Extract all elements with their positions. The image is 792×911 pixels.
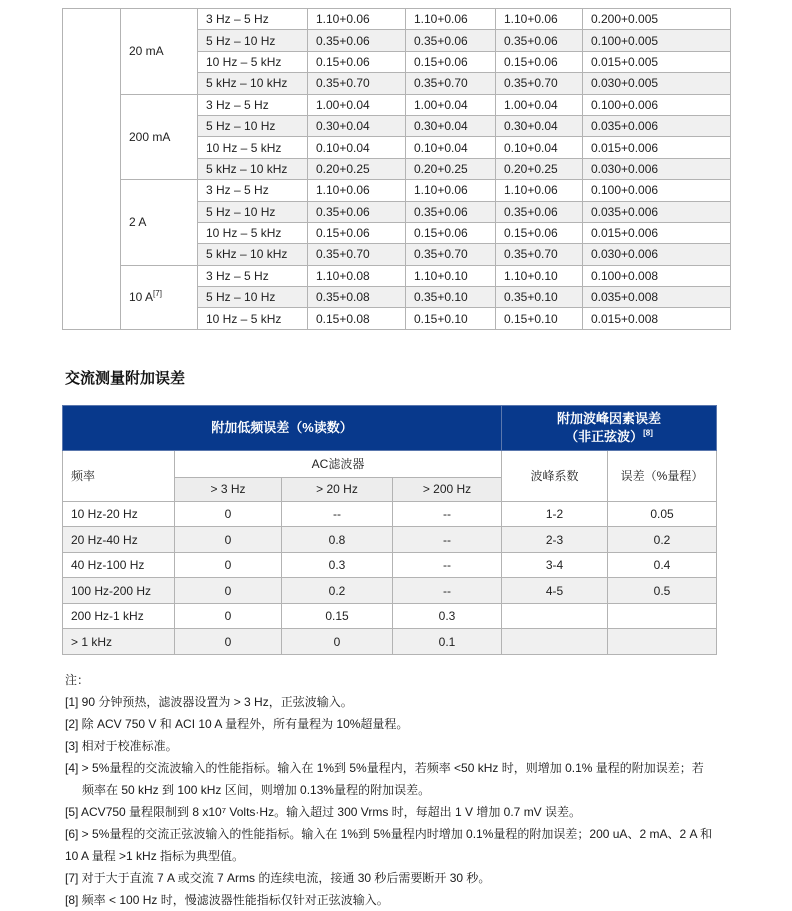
error-cell: 0.35+0.06 (496, 201, 583, 222)
table-subheader-row (63, 450, 717, 477)
frequency-cell: 10 Hz – 5 kHz (198, 308, 308, 329)
frequency-cell: 5 Hz – 10 Hz (198, 201, 308, 222)
error-cell: 0.20+0.25 (308, 158, 406, 179)
footnote-4-continued: 频率在 50 kHz 到 100 kHz 区间，则增加 0.13%量程的附加误差。 (82, 782, 431, 797)
filter-error-cell: 0.2 (282, 578, 393, 604)
low-frequency-error-header: 附加低频误差（%读数） (63, 405, 502, 450)
error-cell: 0.035+0.006 (583, 115, 731, 136)
error-cell: 0.100+0.005 (583, 30, 731, 51)
range-cell (121, 94, 198, 180)
filter-error-cell: 0 (175, 629, 282, 655)
filter-error-cell: 0.3 (282, 552, 393, 578)
frequency-cell: 5 Hz – 10 Hz (198, 30, 308, 51)
error-cell: 0.30+0.04 (406, 115, 496, 136)
crest-factor-cell: 1-2 (502, 501, 608, 527)
filter-error-cell: -- (393, 552, 502, 578)
crest-error-cell: 0.2 (608, 527, 717, 553)
error-cell: 0.015+0.006 (583, 137, 731, 158)
crest-factor-cell (502, 603, 608, 629)
error-cell: 1.00+0.04 (496, 94, 583, 115)
error-cell: 0.35+0.06 (406, 201, 496, 222)
frequency-cell: 10 Hz – 5 kHz (198, 51, 308, 72)
crest-factor-cell: 3-4 (502, 552, 608, 578)
frequency-column-header: 频率 (63, 450, 175, 501)
error-cell: 0.35+0.70 (496, 244, 583, 265)
filter-error-cell: 0.8 (282, 527, 393, 553)
error-cell: 0.200+0.005 (583, 9, 731, 30)
footnote-2: [2] 除 ACV 750 V 和 ACI 10 A 量程外，所有量程为 10%超量程。 (65, 716, 409, 731)
range-label: 2 A (129, 215, 147, 230)
table-row (63, 552, 717, 578)
error-cell: 1.00+0.04 (406, 94, 496, 115)
range-cell (121, 9, 198, 95)
frequency-cell: 200 Hz-1 kHz (63, 603, 175, 629)
error-cell: 0.030+0.006 (583, 158, 731, 179)
filter-error-cell: -- (282, 501, 393, 527)
table-row (63, 527, 717, 553)
error-cell: 0.30+0.04 (496, 115, 583, 136)
filter-error-cell: -- (393, 527, 502, 553)
error-cell: 0.15+0.06 (308, 222, 406, 243)
footnote-3: [3] 相对于校准标准。 (65, 738, 178, 753)
frequency-cell: 5 Hz – 10 Hz (198, 287, 308, 308)
error-cell: 0.15+0.08 (308, 308, 406, 329)
frequency-cell: 20 Hz-40 Hz (63, 527, 175, 553)
filter-error-cell: -- (393, 578, 502, 604)
error-cell: 0.100+0.006 (583, 180, 731, 201)
error-cell: 0.10+0.04 (406, 137, 496, 158)
table-row (63, 9, 731, 30)
error-cell: 0.15+0.06 (496, 51, 583, 72)
error-cell: 1.10+0.06 (496, 9, 583, 30)
crest-factor-cell: 4-5 (502, 578, 608, 604)
error-cell: 0.35+0.70 (308, 73, 406, 94)
error-cell: 0.035+0.006 (583, 201, 731, 222)
frequency-cell: 3 Hz – 5 Hz (198, 9, 308, 30)
error-cell: 0.35+0.10 (496, 287, 583, 308)
error-cell: 1.10+0.06 (308, 180, 406, 201)
range-label: 200 mA (129, 129, 171, 144)
error-cell: 0.35+0.06 (496, 30, 583, 51)
error-cell: 0.15+0.06 (406, 51, 496, 72)
section-title: 交流测量附加误差 (65, 369, 186, 387)
footnote-8: [8] 频率 < 100 Hz 时，慢滤波器性能指标仅针对正弦波输入。 (65, 892, 389, 907)
error-cell: 0.15+0.10 (496, 308, 583, 329)
error-cell: 0.100+0.008 (583, 265, 731, 286)
frequency-cell: 3 Hz – 5 Hz (198, 265, 308, 286)
error-cell: 0.030+0.005 (583, 73, 731, 94)
filter-error-cell: 0 (175, 527, 282, 553)
frequency-cell: > 1 kHz (63, 629, 175, 655)
crest-error-cell: 0.05 (608, 501, 717, 527)
error-cell: 0.35+0.70 (496, 73, 583, 94)
filter-20hz-header: > 20 Hz (282, 477, 393, 501)
error-cell: 1.10+0.10 (406, 265, 496, 286)
crest-error-cell (608, 603, 717, 629)
crest-error-cell (608, 629, 717, 655)
frequency-cell: 5 kHz – 10 kHz (198, 244, 308, 265)
filter-error-cell: 0 (175, 578, 282, 604)
frequency-cell: 3 Hz – 5 Hz (198, 94, 308, 115)
footnote-4: [4] > 5%量程的交流波输入的性能指标。输入在 1%到 5%量程内，若频率 <50 kHz 时，则增加 0.1% 量程的附加误差；若 (65, 760, 704, 775)
error-cell: 1.10+0.06 (496, 180, 583, 201)
error-cell: 0.20+0.25 (406, 158, 496, 179)
frequency-cell: 100 Hz-200 Hz (63, 578, 175, 604)
error-cell: 0.10+0.04 (496, 137, 583, 158)
table-row (63, 265, 731, 286)
filter-3hz-header: > 3 Hz (175, 477, 282, 501)
frequency-cell: 10 Hz – 5 kHz (198, 222, 308, 243)
error-cell: 1.10+0.06 (406, 9, 496, 30)
ac-filter-column-header: AC滤波器 (175, 450, 502, 477)
footnote-7: [7] 对于大于直流 7 A 或交流 7 Arms 的连续电流，接通 30 秒后需要断开 30 秒。 (65, 870, 491, 885)
filter-error-cell: -- (393, 501, 502, 527)
error-cell: 0.100+0.006 (583, 94, 731, 115)
error-cell: 0.015+0.006 (583, 222, 731, 243)
footnote-5: [5] ACV750 量程限制到 8 x10⁷ Volts·Hz。输入超过 300 Vrms 时，每超出 1 V 增加 0.7 mV 误差。 (65, 804, 582, 819)
crest-error-cell: 0.5 (608, 578, 717, 604)
frequency-cell: 5 kHz – 10 kHz (198, 73, 308, 94)
crest-factor-cell (502, 629, 608, 655)
error-cell: 1.10+0.06 (406, 180, 496, 201)
frequency-cell: 40 Hz-100 Hz (63, 552, 175, 578)
frequency-cell: 3 Hz – 5 Hz (198, 180, 308, 201)
error-cell: 0.35+0.70 (406, 244, 496, 265)
footnotes (65, 669, 792, 911)
filter-error-cell: 0.3 (393, 603, 502, 629)
crest-header-line2: （非正弦波）[8] (565, 428, 653, 444)
table-row (63, 94, 731, 115)
footnote-6-continued: 10 A 量程 >1 kHz 指标为典型值。 (65, 848, 245, 863)
error-cell: 0.10+0.04 (308, 137, 406, 158)
error-cell: 1.10+0.08 (308, 265, 406, 286)
header-footnote-ref: [8] (643, 428, 653, 438)
error-cell: 1.10+0.10 (496, 265, 583, 286)
filter-error-cell: 0 (282, 629, 393, 655)
filter-error-cell: 0 (175, 552, 282, 578)
error-cell: 0.35+0.08 (308, 287, 406, 308)
filter-error-cell: 0.15 (282, 603, 393, 629)
error-cell: 0.35+0.70 (406, 73, 496, 94)
filter-error-cell: 0.1 (393, 629, 502, 655)
frequency-cell: 10 Hz-20 Hz (63, 501, 175, 527)
table-row (63, 578, 717, 604)
error-cell: 1.10+0.06 (308, 9, 406, 30)
error-cell: 0.35+0.06 (308, 30, 406, 51)
error-cell: 0.30+0.04 (308, 115, 406, 136)
empty-cell (63, 9, 121, 330)
table-row (63, 629, 717, 655)
crest-factor-error-header (502, 405, 717, 450)
filter-200hz-header: > 200 Hz (393, 477, 502, 501)
table-row (63, 603, 717, 629)
error-cell: 0.15+0.06 (496, 222, 583, 243)
error-cell: 0.20+0.25 (496, 158, 583, 179)
footnote-1: [1] 90 分钟预热，滤波器设置为 > 3 Hz，正弦波输入。 (65, 694, 353, 709)
crest-factor-column-header: 波峰系数 (502, 450, 608, 501)
footnote-6: [6] > 5%量程的交流正弦波输入的性能指标。输入在 1%到 5%量程内时增加 0.1%量程的附加误差；200 uA、2 mA、2 A 和 (65, 826, 713, 841)
table-row (63, 501, 717, 527)
crest-factor-cell: 2-3 (502, 527, 608, 553)
range-footnote-ref: [7] (153, 289, 162, 299)
range-label: 20 mA (129, 44, 164, 59)
notes-label: 注： (65, 672, 90, 687)
filter-error-cell: 0 (175, 603, 282, 629)
error-cell: 0.015+0.008 (583, 308, 731, 329)
frequency-cell: 5 kHz – 10 kHz (198, 158, 308, 179)
error-cell: 0.35+0.70 (308, 244, 406, 265)
frequency-cell: 5 Hz – 10 Hz (198, 115, 308, 136)
error-column-header: 误差（%量程） (608, 450, 717, 501)
frequency-cell: 10 Hz – 5 kHz (198, 137, 308, 158)
error-cell: 0.35+0.06 (308, 201, 406, 222)
page-content (62, 8, 792, 911)
error-cell: 0.35+0.10 (406, 287, 496, 308)
error-cell: 0.15+0.06 (406, 222, 496, 243)
error-cell: 0.35+0.06 (406, 30, 496, 51)
error-cell: 0.030+0.006 (583, 244, 731, 265)
error-cell: 0.035+0.008 (583, 287, 731, 308)
error-cell: 0.015+0.005 (583, 51, 731, 72)
error-cell: 0.15+0.10 (406, 308, 496, 329)
error-cell: 1.00+0.04 (308, 94, 406, 115)
table-header-row (63, 405, 717, 450)
ac-current-accuracy-table (62, 8, 731, 330)
range-cell (121, 180, 198, 266)
crest-error-cell: 0.4 (608, 552, 717, 578)
error-cell: 0.15+0.06 (308, 51, 406, 72)
table-row (63, 180, 731, 201)
range-label: 10 A (129, 290, 154, 305)
filter-error-cell: 0 (175, 501, 282, 527)
range-cell (121, 265, 198, 329)
crest-header-line1: 附加波峰因素误差 (557, 410, 662, 426)
ac-additional-error-table (62, 405, 717, 655)
